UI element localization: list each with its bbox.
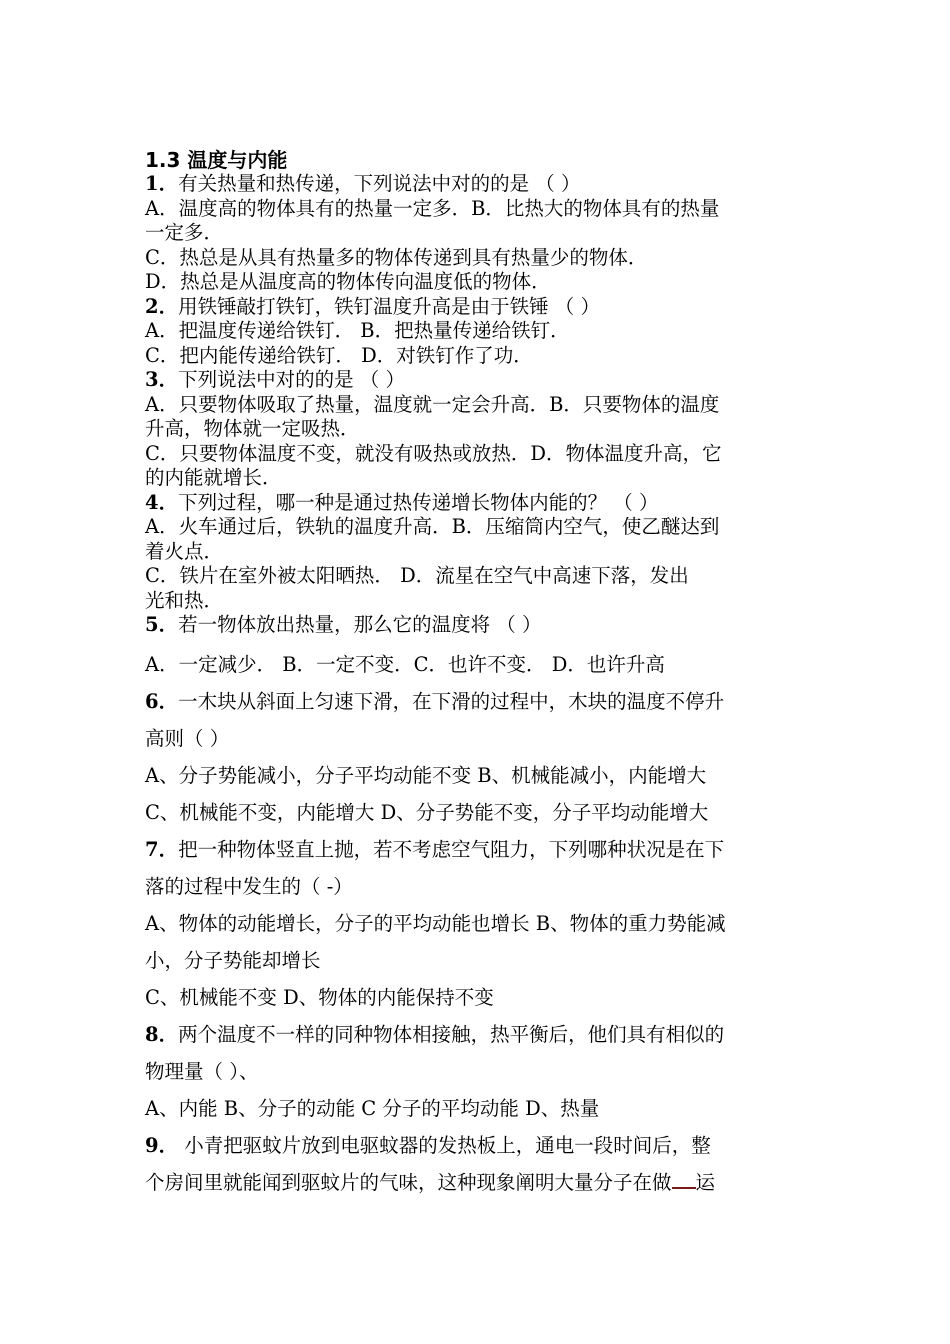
question-text-continued: 高则（ ） — [145, 726, 230, 750]
question-text: 两个温度不一样的同种物体相接触，热平衡后，他们具有相似的 — [178, 1022, 725, 1046]
option-line: A．一定减少． B．一定不变．C．也许不变． D．也许升高 — [145, 652, 665, 676]
question-number: 5． — [145, 613, 179, 636]
question-text: 运 — [695, 1170, 716, 1194]
question-4 — [145, 491, 809, 516]
question-number: 8． — [145, 1022, 179, 1046]
page-title: 1.3 温度与内能 — [145, 148, 288, 172]
question-7 — [145, 831, 809, 868]
question-number: 1． — [145, 172, 179, 195]
question-number: 2． — [145, 294, 179, 318]
option-line: C．热总是从具有热量多的物体传递到具有热量少的物体． — [145, 245, 648, 269]
question-text: 若一物体放出热量，那么它的温度将 （ ） — [178, 613, 542, 636]
question-text-continued — [145, 1164, 809, 1201]
option-line: 的内能就增长． — [145, 466, 282, 489]
fill-in-blank — [672, 1169, 696, 1189]
question-text: 用铁锤敲打铁钉，铁钉温度升高是由于铁锤 （ ） — [178, 294, 600, 318]
question-2 — [145, 295, 809, 320]
option-line: C．铁片在室外被太阳晒热． D．流星在空气中高速下落，发出 — [145, 564, 689, 587]
question-number: 9． — [145, 1133, 179, 1157]
option-line: 着火点． — [145, 539, 224, 563]
question-number: 4． — [145, 490, 179, 514]
question-text: 把一种物体竖直上抛，若不考虑空气阻力，下列哪种状况是在下 — [178, 837, 725, 861]
option-line: A、物体的动能增长，分子的平均动能也增长 B、物体的重力势能减 — [145, 911, 726, 935]
option-line: A．把温度传递给铁钉． B．把热量传递给铁钉． — [145, 319, 570, 342]
option-line: C．只要物体温度不变，就没有吸热或放热．D．物体温度升高，它 — [145, 441, 722, 465]
option-line: 一定多． — [145, 221, 224, 244]
question-text: 下列过程，哪一种是通过热传递增长物体内能的？ （ ） — [178, 490, 659, 514]
option-line: A、分子势能减小，分子平均动能不变 B、机械能减小，内能增大 — [145, 763, 707, 787]
option-line: 光和热． — [145, 588, 224, 612]
question-text: 一木块从斜面上匀速下滑，在下滑的过程中，木块的温度不停升 — [178, 689, 725, 713]
option-line: D．热总是从温度高的物体传向温度低的物体． — [145, 270, 551, 293]
question-6 — [145, 683, 809, 720]
option-line: 升高，物体就一定吸热． — [145, 417, 360, 440]
option-line: A．温度高的物体具有的热量一定多．B．比热大的物体具有的热量 — [145, 196, 720, 220]
option-line: C、机械能不变，内能增大 D、分子势能不变，分子平均动能增大 — [145, 800, 709, 824]
question-text: 个房间里就能闻到驱蚊片的气味，这种现象阐明大量分子在做 — [145, 1170, 672, 1194]
document-page — [145, 148, 809, 1201]
question-8 — [145, 1016, 809, 1053]
question-text-continued: 物理量（ ）、 — [145, 1059, 259, 1083]
question-number: 3． — [145, 368, 179, 391]
option-line: A．火车通过后，铁轨的温度升高．B．压缩筒内空气，使乙醚达到 — [145, 515, 720, 538]
option-line: A．只要物体吸取了热量，温度就一定会升高．B．只要物体的温度 — [145, 392, 720, 416]
question-9 — [145, 1127, 809, 1164]
option-line: C、机械能不变 D、物体的内能保持不变 — [145, 985, 494, 1009]
question-number: 7． — [145, 837, 179, 861]
option-line: 小，分子势能却增长 — [145, 948, 321, 972]
question-1 — [145, 172, 809, 197]
question-text-continued: 落的过程中发生的（ -） — [145, 874, 353, 898]
question-5 — [145, 613, 809, 638]
question-3 — [145, 368, 809, 393]
question-number: 6． — [145, 689, 179, 713]
option-line: A、内能 B、分子的动能 C 分子的平均动能 D、热量 — [145, 1096, 600, 1120]
question-text: 小青把驱蚊片放到电驱蚊器的发热板上，通电一段时间后，整 — [178, 1133, 711, 1157]
question-text: 有关热量和热传递，下列说法中对的的是 （ ） — [178, 172, 581, 195]
question-text: 下列说法中对的的是 （ ） — [178, 368, 405, 391]
option-line: C．把内能传递给铁钉． D．对铁钉作了功． — [145, 343, 533, 367]
